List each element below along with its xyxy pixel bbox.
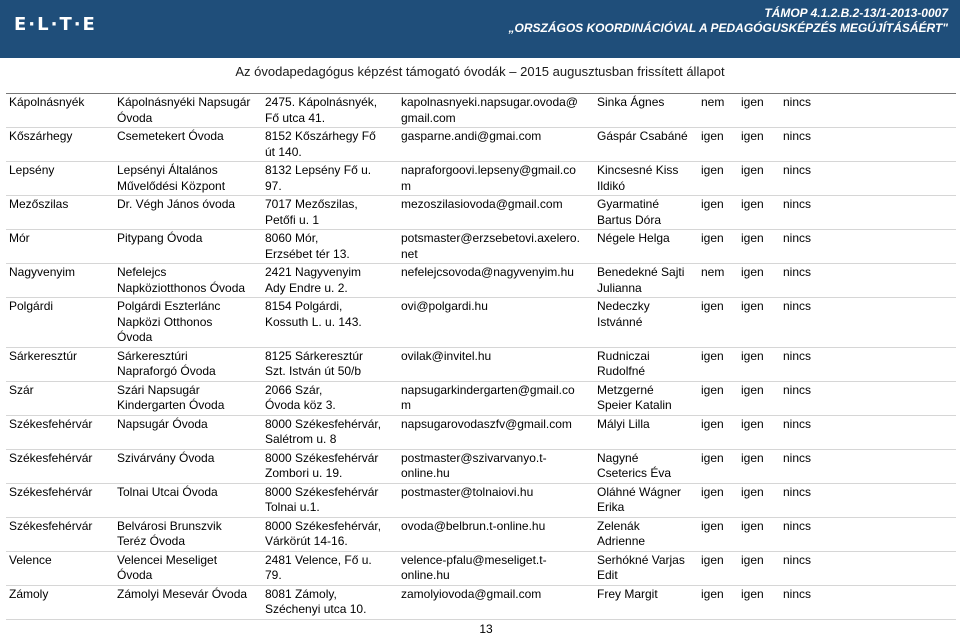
status-3-cell: nincs bbox=[783, 348, 812, 363]
institution-name-cell: Sárkeresztúri Napraforgó Óvoda bbox=[117, 348, 216, 378]
city-cell: Székesfehérvár bbox=[9, 450, 93, 465]
leader-cell: Nedeczky Istvánné bbox=[597, 299, 650, 329]
city-cell: Mór bbox=[9, 231, 30, 245]
institution-name-cell: Napsugár Óvoda bbox=[117, 416, 208, 431]
address-cell: 8154 Polgárdi, Kossuth L. u. 143. bbox=[265, 299, 362, 329]
table-row bbox=[6, 230, 956, 264]
leader-cell: Gáspár Csabáné bbox=[597, 129, 688, 143]
email-cell: postmaster@tolnaiovi.hu bbox=[401, 484, 534, 499]
address-cell: 8000 Székesfehérvár Zombori u. 19. bbox=[265, 450, 379, 480]
city-cell: Kápolnásnyék bbox=[9, 95, 85, 109]
status-1-cell: igen bbox=[701, 163, 724, 177]
address-cell: 8000 Székesfehérvár, Salétrom u. 8 bbox=[265, 416, 382, 446]
leader-cell: Mályi Lilla bbox=[597, 416, 650, 431]
institution-name-cell: Dr. Végh János óvoda bbox=[117, 197, 236, 211]
address-cell: 2421 Nagyvenyim Ady Endre u. 2. bbox=[265, 265, 362, 295]
table-row bbox=[6, 483, 956, 517]
status-3-cell: nincs bbox=[783, 95, 812, 109]
address-cell: 8152 Kőszárhegy Fő út 140. bbox=[265, 129, 376, 159]
status-3-cell: nincs bbox=[783, 484, 812, 499]
status-1-cell: igen bbox=[701, 450, 724, 465]
status-1-cell: igen bbox=[701, 129, 724, 143]
leader-cell: Nagyné Cseterics Éva bbox=[597, 450, 672, 480]
leader-cell: Frey Margit bbox=[597, 586, 658, 601]
city-cell: Lepsény bbox=[9, 163, 55, 177]
table-row bbox=[6, 162, 956, 196]
status-1-cell: igen bbox=[701, 518, 724, 533]
address-cell: 8000 Székesfehérvár Tolnai u.1. bbox=[265, 484, 379, 514]
institution-name-cell: Tolnai Utcai Óvoda bbox=[117, 484, 218, 499]
status-1-cell: igen bbox=[701, 348, 724, 363]
status-2-cell: igen bbox=[741, 95, 764, 109]
city-cell: Székesfehérvár bbox=[9, 484, 93, 499]
email-cell: ovi@polgardi.hu bbox=[401, 299, 488, 313]
status-2-cell: igen bbox=[741, 552, 764, 567]
institution-name-cell: Velencei Meseliget Óvoda bbox=[117, 552, 218, 582]
institution-name-cell: Nefelejcs Napköziotthonos Óvoda bbox=[117, 265, 246, 295]
email-cell: napsugarovodaszfv@gmail.com bbox=[401, 416, 572, 431]
email-cell: napsugarkindergarten@gmail.co m bbox=[401, 382, 575, 412]
status-2-cell: igen bbox=[741, 299, 764, 313]
status-3-cell: nincs bbox=[783, 416, 812, 431]
leader-cell: Metzgerné Speier Katalin bbox=[597, 382, 672, 412]
institution-name-cell: Polgárdi Eszterlánc Napközi Otthonos Óvoda bbox=[117, 299, 221, 344]
status-1-cell: nem bbox=[701, 95, 725, 109]
status-2-cell: igen bbox=[741, 129, 764, 143]
leader-cell: Kincsesné Kiss Ildikó bbox=[597, 163, 679, 193]
leader-cell: Négele Helga bbox=[597, 231, 670, 245]
table-row bbox=[6, 449, 956, 483]
leader-cell: Oláhné Wágner Erika bbox=[597, 484, 682, 514]
email-cell: kapolnasnyeki.napsugar.ovoda@ gmail.com bbox=[401, 95, 578, 125]
leader-cell: Gyarmatiné Bartus Dóra bbox=[597, 197, 662, 227]
status-1-cell: igen bbox=[701, 197, 724, 211]
address-cell: 2475. Kápolnásnyék, Fő utca 41. bbox=[265, 95, 378, 125]
city-cell: Nagyvenyim bbox=[9, 265, 76, 279]
city-cell: Mezőszilas bbox=[9, 197, 69, 211]
email-cell: mezoszilasiovoda@gmail.com bbox=[401, 197, 563, 211]
table-row bbox=[6, 264, 956, 298]
address-cell: 8060 Mór, Erzsébet tér 13. bbox=[265, 231, 350, 261]
status-2-cell: igen bbox=[741, 348, 764, 363]
address-cell: 8081 Zámoly, Széchenyi utca 10. bbox=[265, 586, 367, 616]
table-row bbox=[6, 381, 956, 415]
institution-name-cell: Zámolyi Mesevár Óvoda bbox=[117, 586, 248, 601]
email-cell: ovilak@invitel.hu bbox=[401, 348, 492, 363]
leader-cell: Benedekné Sajti Julianna bbox=[597, 265, 685, 295]
institution-name-cell: Szivárvány Óvoda bbox=[117, 450, 215, 465]
status-1-cell: igen bbox=[701, 552, 724, 567]
page-header-banner bbox=[0, 0, 960, 58]
city-cell: Polgárdi bbox=[9, 299, 54, 313]
status-3-cell: nincs bbox=[783, 197, 812, 211]
status-2-cell: igen bbox=[741, 450, 764, 465]
city-cell: Kőszárhegy bbox=[9, 129, 73, 143]
email-cell: velence-pfalu@meseliget.t- online.hu bbox=[401, 552, 547, 582]
email-cell: gasparne.andi@gmai.com bbox=[401, 129, 542, 143]
program-code: TÁMOP 4.1.2.B.2-13/1-2013-0007 bbox=[764, 6, 948, 20]
status-3-cell: nincs bbox=[783, 163, 812, 177]
email-cell: nefelejcsovoda@nagyvenyim.hu bbox=[401, 265, 574, 279]
city-cell: Székesfehérvár bbox=[9, 416, 93, 431]
status-2-cell: igen bbox=[741, 416, 764, 431]
status-3-cell: nincs bbox=[783, 129, 812, 143]
institution-name-cell: Lepsényi Általános Művelődési Központ bbox=[117, 163, 226, 193]
address-cell: 7017 Mezőszilas, Petőfi u. 1 bbox=[265, 197, 358, 227]
status-2-cell: igen bbox=[741, 586, 764, 601]
status-2-cell: igen bbox=[741, 518, 764, 533]
city-cell: Székesfehérvár bbox=[9, 518, 93, 533]
program-name: „ORSZÁGOS KOORDINÁCIÓVAL A PEDAGÓGUSKÉPZÉS MEGÚJÍTÁSÁÉRT" bbox=[508, 21, 948, 35]
status-2-cell: igen bbox=[741, 382, 764, 397]
table-row bbox=[6, 551, 956, 585]
address-cell: 2066 Szár, Óvoda köz 3. bbox=[265, 382, 336, 412]
program-title bbox=[508, 6, 948, 36]
status-1-cell: igen bbox=[701, 586, 724, 601]
leader-cell: Zelenák Adrienne bbox=[597, 518, 646, 548]
table-row bbox=[6, 585, 956, 619]
status-1-cell: igen bbox=[701, 231, 724, 245]
email-cell: napraforgoovi.lepseny@gmail.co m bbox=[401, 163, 576, 193]
city-cell: Sárkeresztúr bbox=[9, 348, 78, 363]
status-1-cell: igen bbox=[701, 484, 724, 499]
email-cell: zamolyiovoda@gmail.com bbox=[401, 586, 542, 601]
city-cell: Zámoly bbox=[9, 586, 49, 601]
document-subtitle: Az óvodapedagógus képzést támogató óvodák – 2015 augusztusban frissített állapot bbox=[235, 64, 725, 79]
institution-name-cell: Pitypang Óvoda bbox=[117, 231, 203, 245]
address-cell: 8125 Sárkeresztúr Szt. István út 50/b bbox=[265, 348, 364, 378]
kindergarten-table bbox=[6, 93, 956, 620]
address-cell: 8000 Székesfehérvár, Várkörút 14-16. bbox=[265, 518, 382, 548]
institution-name-cell: Belvárosi Brunszvik Teréz Óvoda bbox=[117, 518, 222, 548]
status-1-cell: igen bbox=[701, 416, 724, 431]
status-2-cell: igen bbox=[741, 265, 764, 279]
status-3-cell: nincs bbox=[783, 552, 812, 567]
table-row bbox=[6, 517, 956, 551]
page-number: 13 bbox=[479, 622, 493, 636]
institution-name-cell: Csemetekert Óvoda bbox=[117, 129, 224, 143]
status-3-cell: nincs bbox=[783, 299, 812, 313]
city-cell: Velence bbox=[9, 552, 52, 567]
status-1-cell: nem bbox=[701, 265, 725, 279]
status-3-cell: nincs bbox=[783, 450, 812, 465]
leader-cell: Serhókné Varjas Edit bbox=[597, 552, 685, 582]
address-cell: 8132 Lepsény Fő u. 97. bbox=[265, 163, 372, 193]
table-row bbox=[6, 94, 956, 128]
status-2-cell: igen bbox=[741, 484, 764, 499]
leader-cell: Sinka Ágnes bbox=[597, 95, 665, 109]
table-row bbox=[6, 298, 956, 348]
table-row bbox=[6, 196, 956, 230]
status-3-cell: nincs bbox=[783, 382, 812, 397]
status-3-cell: nincs bbox=[783, 265, 812, 279]
email-cell: potsmaster@erzsebetovi.axelero. net bbox=[401, 231, 580, 261]
institution-name-cell: Szári Napsugár Kindergarten Óvoda bbox=[117, 382, 225, 412]
city-cell: Szár bbox=[9, 382, 34, 397]
table-row bbox=[6, 128, 956, 162]
elte-logo: E·L·T·E bbox=[14, 14, 97, 35]
status-3-cell: nincs bbox=[783, 586, 812, 601]
institution-name-cell: Kápolnásnyéki Napsugár Óvoda bbox=[117, 95, 251, 125]
status-1-cell: igen bbox=[701, 382, 724, 397]
status-2-cell: igen bbox=[741, 197, 764, 211]
table-row bbox=[6, 415, 956, 449]
table-row bbox=[6, 347, 956, 381]
status-2-cell: igen bbox=[741, 231, 764, 245]
status-1-cell: igen bbox=[701, 299, 724, 313]
status-2-cell: igen bbox=[741, 163, 764, 177]
email-cell: postmaster@szivarvanyo.t- online.hu bbox=[401, 450, 547, 480]
address-cell: 2481 Velence, Fő u. 79. bbox=[265, 552, 372, 582]
email-cell: ovoda@belbrun.t-online.hu bbox=[401, 518, 546, 533]
leader-cell: Rudniczai Rudolfné bbox=[597, 348, 650, 378]
status-3-cell: nincs bbox=[783, 231, 812, 245]
status-3-cell: nincs bbox=[783, 518, 812, 533]
